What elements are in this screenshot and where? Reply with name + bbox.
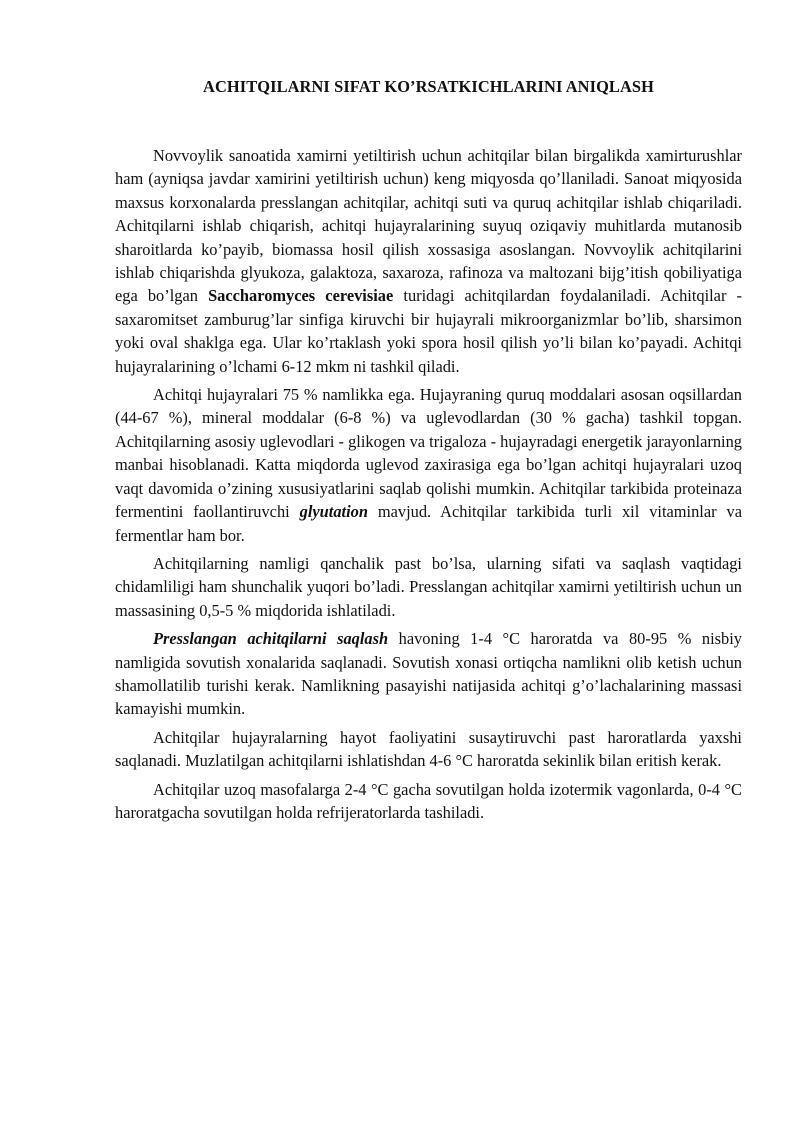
paragraph-6: Achitqilar uzoq masofalarga 2-4 °C gacha sovutilgan holda izotermik vagonlarda, 0-4 °C haroratgacha sovutilgan holda refrijeratorlarda tashiladi. <box>115 779 742 822</box>
paragraph-1 <box>115 144 742 378</box>
paragraph-1-text-a: Novvoylik sanoatida xamirni yetiltirish uchun achitqilar bilan birgalikda xamirturushlar ham (ayniqsa javdar xamirini yetiltirish uchun) keng miqyosda qo’llaniladi. Sanoat miqyosida maxsus korxonalarda presslangan achitqilar, achitqi suti va quruq achitqilar ishlab chiqariladi. Achitqilarni ishlab chiqarish, achitqi hujayralarining suyuq oziqaviy muhitlarda mutanosib sharoitlarda ko’payib, biomassa hosil qilish xossasiga asoslangan. Novvoylik achitqilarini ishlab chiqarishda glyukoza, galaktoza, saxaroza, rafinoza va maltozani bijg’itish qobiliyatiga ega bo’lgan <box>115 146 742 306</box>
document-title: ACHITQILARNI SIFAT KO’RSATKICHLARINI ANIQLASH <box>203 77 654 96</box>
storage-heading-term: Presslangan achitqilarni saqlash <box>153 629 389 649</box>
paragraph-1-text-b: turidagi achitqilardan foydalaniladi. Achitqilar -saxaromitset zamburug’lar sinfiga kiruvchi bir hujayrali mikroorganizmlar bo’lib, sharsimon yoki oval shaklga ega. Ular ko’rtaklash yoki spora hosil qilish yo’li bilan ko’payadi. Achitqi hujayralarining o’lchami 6-12 mkm ni tashkil qiladi. <box>115 286 742 376</box>
paragraph-4 <box>115 627 742 721</box>
paragraph-2 <box>115 383 742 547</box>
paragraph-2-text-a: Achitqi hujayralari 75 % namlikka ega. Hujayraning quruq moddalari asosan oqsillardan (44-67 %), mineral moddalar (6-8 %) va uglevodlardan (30 % gacha) tashkil topgan. Achitqilarning asosiy uglevodlari - glikogen va trigaloza - hujayradagi energetik jarayonlarning manbai hisoblanadi. Katta miqdorda uglevod zaxirasiga ega bo’lgan achitqi hujayralari uzoq vaqt davomida o’zining xususiyatlarini saqlab qolishi mumkin. Achitqilar tarkibida proteinaza fermentini faollantiruvchi <box>115 385 742 522</box>
paragraph-5: Achitqilar hujayralarning hayot faoliyatini susaytiruvchi past haroratlarda yaxshi saqlanadi. Muzlatilgan achitqilarni ishlatishdan 4-6 °C haroratda sekinlik bilan eritish kerak. <box>115 727 742 771</box>
species-name-bold: Saccharomyces cerevisiae <box>208 286 394 306</box>
paragraph-4-text-b: havoning 1-4 °C haroratda va 80-95 % nisbiy namligida sovutish xonalarida saqlanadi. Sovutish xonasi ortiqcha namlikni olib ketish uchun shamollatilib turishi kerak. Namlikning pasayishi natijasida achitqi g’o’lachalarining massasi kamayishi mumkin. <box>115 629 742 719</box>
document-page <box>115 0 742 824</box>
paragraph-3: Achitqilarning namligi qanchalik past bo’lsa, ularning sifati va saqlash vaqtidagi chidamliligi ham shunchalik yuqori bo’ladi. Presslangan achitqilar xamirni yetiltirish uchun un massasining 0,5-5 % miqdorida ishlatiladi. <box>115 553 742 620</box>
paragraph-2-text-b: mavjud. Achitqilar tarkibida turli xil vitaminlar va fermentlar ham bor. <box>115 502 742 545</box>
glyutation-term: glyutation <box>299 502 368 522</box>
